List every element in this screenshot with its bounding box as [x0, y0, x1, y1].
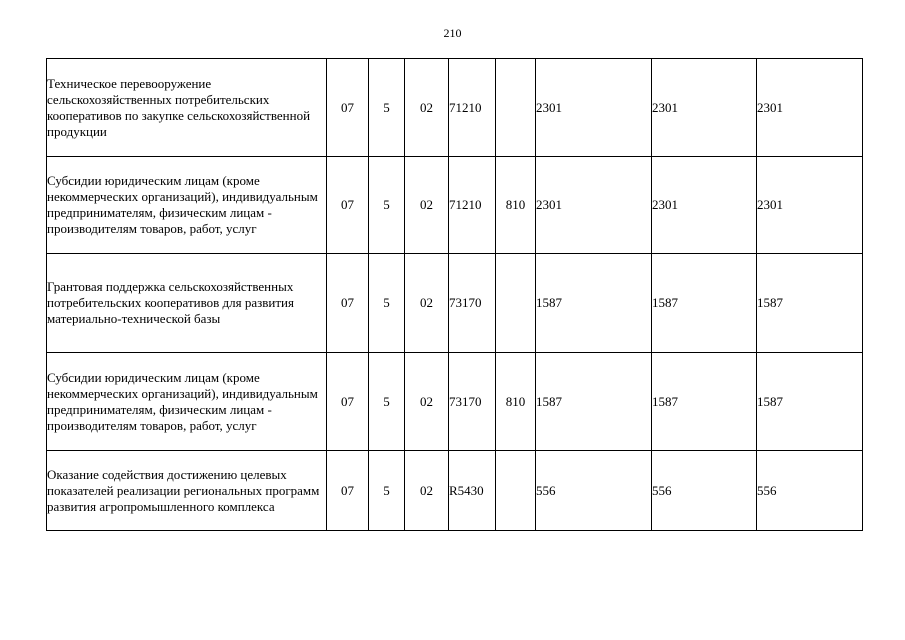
- amount-year-1: 2301: [536, 59, 652, 157]
- section-code: 07: [327, 157, 369, 254]
- table-row: [47, 157, 863, 254]
- subsection-code: 5: [369, 353, 405, 451]
- table-row: [47, 59, 863, 157]
- row-name: Субсидии юридическим лицам (кроме некоммерческих организаций), индивидуальным предпринимателям, физическим лицам - производителям товаров, работ, услуг: [47, 353, 327, 451]
- amount-year-1: 556: [536, 451, 652, 531]
- table-row: [47, 353, 863, 451]
- page-number: 210: [443, 26, 462, 40]
- amount-year-2: 556: [652, 451, 757, 531]
- amount-year-3: 2301: [757, 157, 863, 254]
- row-name: Техническое перевооружение сельскохозяйственных потребительских кооперативов по закупке сельскохозяйственной продукции: [47, 59, 327, 157]
- program-code: 02: [405, 59, 449, 157]
- expense-type-code: [496, 254, 536, 353]
- table-row: [47, 254, 863, 353]
- amount-year-2: 2301: [652, 59, 757, 157]
- row-name: Грантовая поддержка сельскохозяйственных потребительских кооперативов для развития материально-технической базы: [47, 254, 327, 353]
- row-name: Субсидии юридическим лицам (кроме некоммерческих организаций), индивидуальным предпринимателям, физическим лицам - производителям товаров, работ, услуг: [47, 157, 327, 254]
- subsection-code: 5: [369, 157, 405, 254]
- program-code: 02: [405, 353, 449, 451]
- amount-year-2: 2301: [652, 157, 757, 254]
- section-code: 07: [327, 59, 369, 157]
- target-code: 73170: [449, 353, 496, 451]
- expense-type-code: [496, 451, 536, 531]
- target-code: R5430: [449, 451, 496, 531]
- target-code: 71210: [449, 59, 496, 157]
- target-code: 71210: [449, 157, 496, 254]
- expense-type-code: [496, 59, 536, 157]
- amount-year-3: 1587: [757, 254, 863, 353]
- expense-type-code: 810: [496, 353, 536, 451]
- program-code: 02: [405, 451, 449, 531]
- row-name: Оказание содействия достижению целевых показателей реализации региональных программ развития агропромышленного комплекса: [47, 451, 327, 531]
- amount-year-1: 1587: [536, 353, 652, 451]
- amount-year-1: 1587: [536, 254, 652, 353]
- amount-year-3: 556: [757, 451, 863, 531]
- subsection-code: 5: [369, 254, 405, 353]
- program-code: 02: [405, 157, 449, 254]
- section-code: 07: [327, 254, 369, 353]
- program-code: 02: [405, 254, 449, 353]
- amount-year-3: 2301: [757, 59, 863, 157]
- section-code: 07: [327, 353, 369, 451]
- amount-year-2: 1587: [652, 254, 757, 353]
- amount-year-3: 1587: [757, 353, 863, 451]
- subsection-code: 5: [369, 59, 405, 157]
- amount-year-2: 1587: [652, 353, 757, 451]
- subsection-code: 5: [369, 451, 405, 531]
- table-row: [47, 451, 863, 531]
- budget-table: [46, 58, 863, 531]
- amount-year-1: 2301: [536, 157, 652, 254]
- expense-type-code: 810: [496, 157, 536, 254]
- section-code: 07: [327, 451, 369, 531]
- target-code: 73170: [449, 254, 496, 353]
